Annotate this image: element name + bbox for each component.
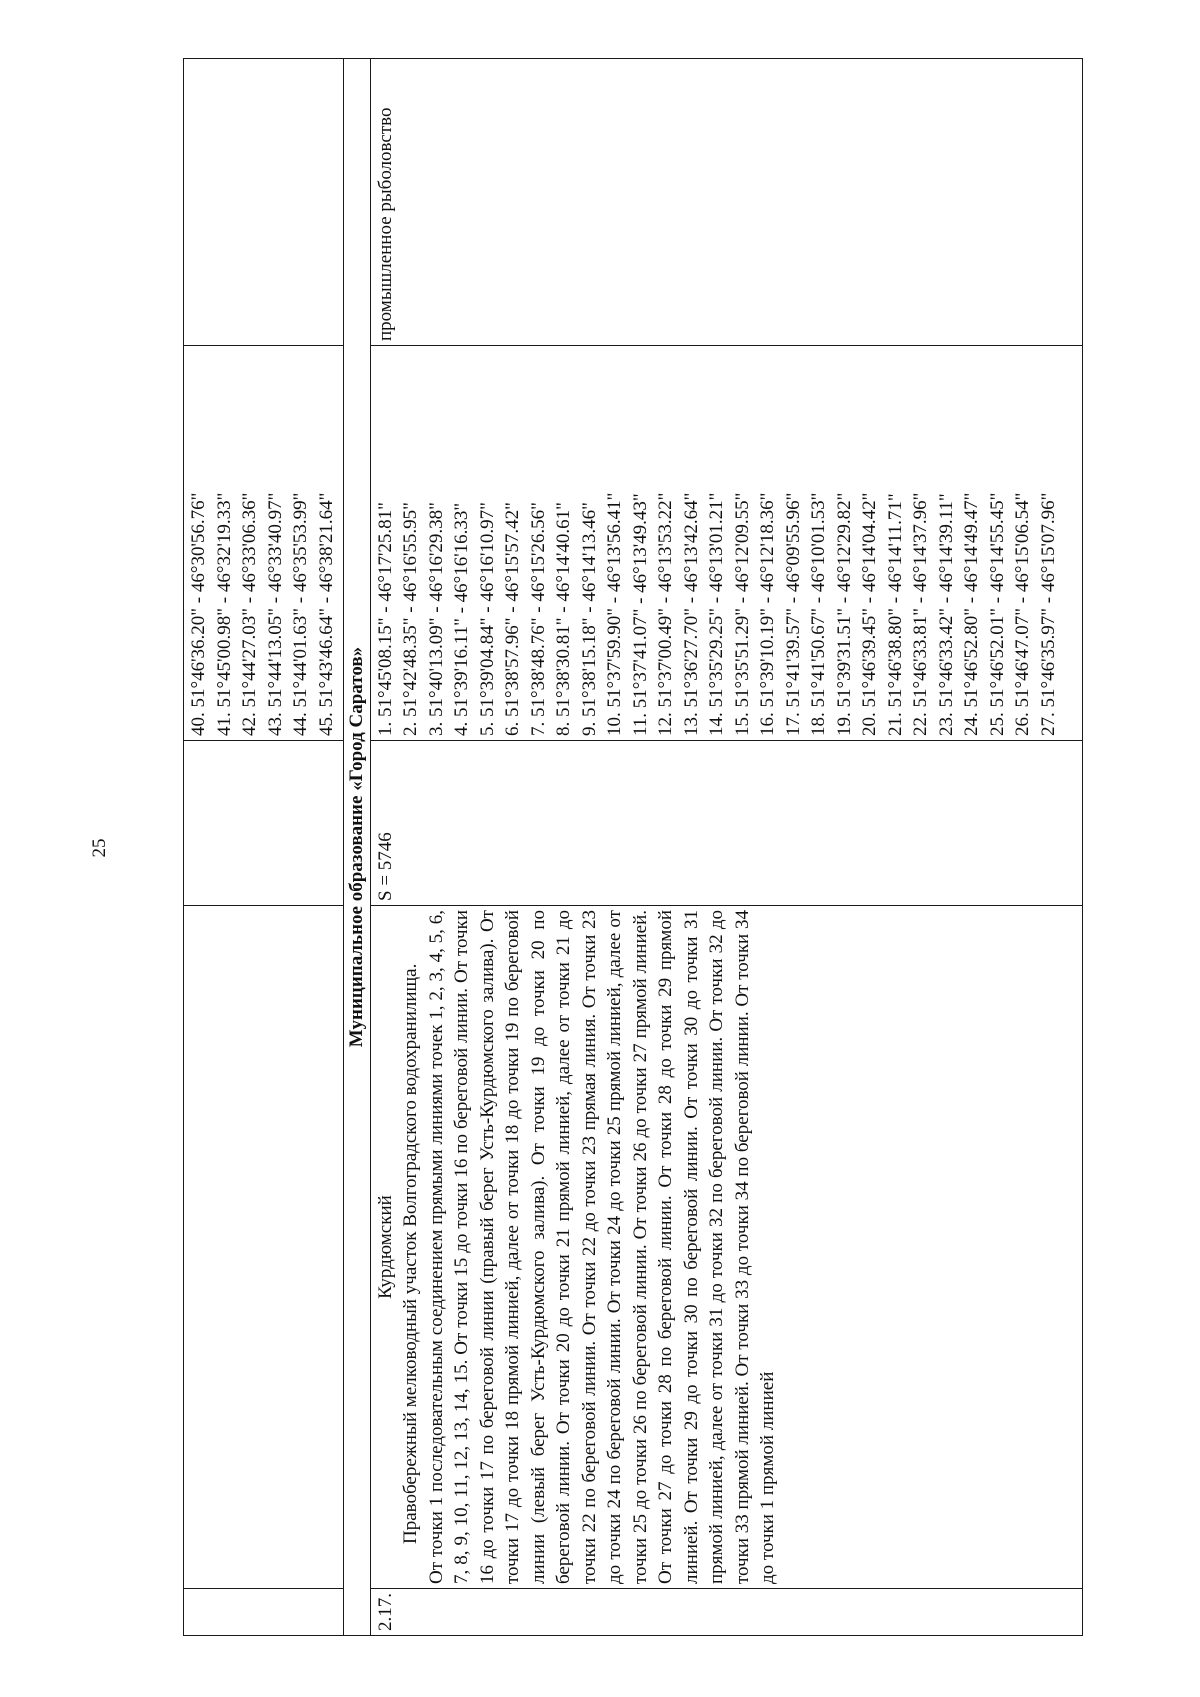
coordinate-item: 22. 51°46'33.81" - 46°14'37.96"	[910, 492, 932, 736]
section-title: Муниципальное образование «Город Саратов»	[343, 59, 370, 1636]
coordinate-item: 14. 51°35'29.25" - 46°13'01.21"	[706, 492, 728, 736]
coordinate-item: 43. 51°44'13.05" - 46°33'40.97"	[264, 492, 286, 736]
coordinate-item: 8. 51°38'30.81" - 46°14'40.61"	[553, 502, 575, 736]
coordinate-item: 24. 51°46'52.80" - 46°14'49.47"	[961, 492, 983, 736]
coordinate-item: 1. 51°45'08.15" - 46°17'25.81"	[374, 502, 396, 736]
coordinate-item: 25. 51°46'52.01" - 46°14'55.45"	[986, 492, 1008, 736]
coordinate-item: 10. 51°37'59.90" - 46°13'56.41"	[604, 492, 626, 736]
number-cell	[184, 1589, 344, 1636]
coordinate-item: 20. 51°46'39.45" - 46°14'04.42"	[859, 492, 881, 736]
coordinate-item: 44. 51°44'01.63" - 46°35'53.99"	[290, 492, 311, 736]
coordinate-item: 5. 51°39'04.84" - 46°16'10.97"	[476, 502, 498, 736]
coordinate-item: 26. 51°46'47.07" - 46°15'06.54"	[1012, 492, 1034, 736]
description-body: От точки 1 последовательным соединением прямыми линиями точек 1, 2, 3, 4, 5, 6, 7, 8, 9, 10, 11, 12, 13, 14, 15. От точки 15 до точки 16 по береговой линии. От точки 16 до точки 17 по береговой линии (правый берег Усть-Курдюмского залива). От точки 17 до точки 18 прямой линией, далее от точки 18 до точки 19 по береговой линии (левый берег Усть-Курдюмского залива). От точки 19 до точки 20 по береговой линии. От точки 20 до точки 21 прямой линией, далее от точки 21 до точки 22 по береговой линии. От точки 22 до точки 23 прямая линия. От точки 23 до точки 24 по береговой линии. От точки 24 до точки 25 прямой линией, далее от точки 25 до точки 26 по береговой линии. От точки 26 до точки 27 прямой линией. От точки 27 до точки 28 по береговой линии. От точки 28 до точки 29 прямой линией. От точки 29 до точки 30 по береговой линии. От точки 30 до точки 31 прямой линией, далее от точки 31 до точки 32 по береговой линии. От точки 32 до точки 33 прямой линией. От точки 33 до точки 34 по береговой линии. От точки 34 до точки 1 прямой линией	[425, 910, 779, 1584]
coordinate-item: 21. 51°46'38.80" - 46°14'11.71"	[884, 493, 906, 736]
area-cell	[184, 741, 344, 906]
description-cell	[184, 906, 344, 1589]
table-row	[370, 59, 1082, 1636]
coordinate-item: 17. 51°41'39.57" - 46°09'55.96"	[782, 492, 804, 736]
coordinate-item: 11. 51°37'41.07" - 46°13'49.43"	[629, 493, 651, 736]
coordinate-item: 6. 51°38'57.96" - 46°15'57.42"	[502, 502, 524, 736]
section-header-row	[343, 59, 370, 1636]
coordinate-item: 27. 51°46'35.97" - 46°15'07.96"	[1037, 492, 1059, 736]
coordinate-item: 42. 51°44'27.03" - 46°33'06.36"	[239, 492, 260, 736]
page-number: 25	[89, 838, 110, 858]
area-value: S = 5746	[370, 741, 1082, 906]
table-row	[184, 59, 344, 1636]
coordinate-item: 12. 51°37'00.49" - 46°13'53.22"	[655, 492, 677, 736]
entry-number: 2.17.	[370, 1589, 1082, 1636]
fishing-areas-table	[183, 58, 1083, 1636]
coordinate-item: 40. 51°46'36.20" - 46°30'56.76"	[188, 492, 209, 736]
area-name: Курдюмский	[374, 1195, 396, 1299]
coordinates-cell	[184, 346, 344, 741]
table-rotated-wrapper	[183, 59, 1083, 1636]
coordinate-item: 9. 51°38'15.18" - 46°14'13.46"	[578, 502, 600, 736]
coordinate-item: 18. 51°41'50.67" - 46°10'01.53"	[808, 492, 830, 736]
coordinate-item: 41. 51°45'00.98" - 46°32'19.33"	[213, 492, 235, 736]
coordinate-item: 15. 51°35'51.29" - 46°12'09.55"	[731, 492, 753, 736]
coordinate-item: 7. 51°38'48.76" - 46°15'26.56"	[527, 502, 549, 736]
coordinate-item: 45. 51°43'46.64" - 46°38'21.64"	[315, 492, 337, 736]
coordinate-item: 2. 51°42'48.35" - 46°16'55.95"	[400, 502, 422, 736]
coordinate-item: 3. 51°40'13.09" - 46°16'29.38"	[425, 502, 447, 736]
coordinate-list	[186, 350, 339, 736]
coordinate-item: 23. 51°46'33.42" - 46°14'39.11"	[935, 493, 957, 736]
entry-description-cell	[370, 906, 1082, 1589]
coordinate-item: 4. 51°39'16.11" - 46°16'16.33"	[451, 502, 473, 736]
coordinate-item: 13. 51°36'27.70" - 46°13'42.64"	[680, 492, 702, 736]
coordinate-list	[373, 350, 1062, 736]
usage-cell	[184, 59, 344, 346]
usage-type: промышленное рыболовство	[370, 59, 1082, 346]
description-lead: Правобережный мелководный участок Волгоградского водохранилища.	[400, 963, 422, 1544]
coordinates-cell	[370, 346, 1082, 741]
coordinate-item: 19. 51°39'31.51" - 46°12'29.82"	[833, 492, 855, 736]
coordinate-item: 16. 51°39'10.19" - 46°12'18.36"	[757, 492, 779, 736]
